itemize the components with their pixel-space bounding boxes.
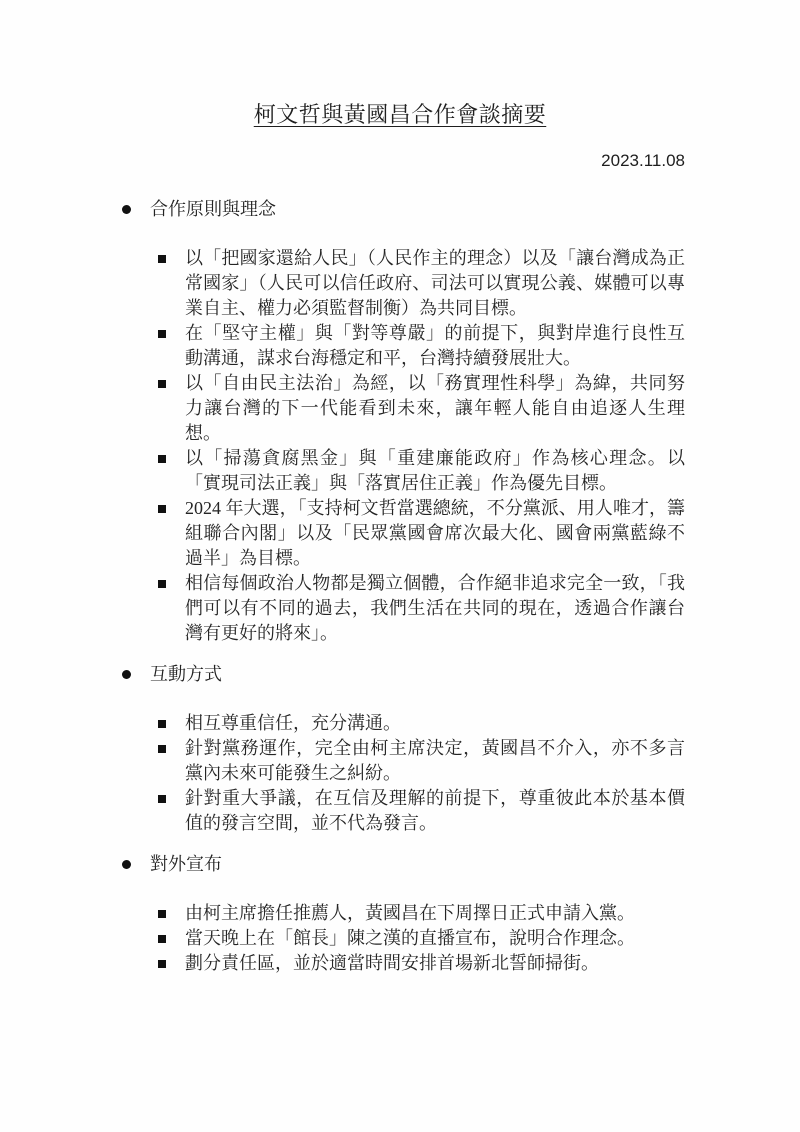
list-item bbox=[122, 321, 800, 371]
list-item-text: 以「掃蕩貪腐黑金」與「重建廉能政府」作為核心理念。以「實現司法正義」與「落實居住正義」作為優先目標。 bbox=[185, 448, 685, 493]
list-item bbox=[122, 736, 800, 786]
square-bullet-icon bbox=[158, 960, 166, 968]
list-item-text: 劃分責任區，並於適當時間安排首場新北誓師掃街。 bbox=[185, 953, 599, 973]
square-bullet-icon bbox=[158, 795, 166, 803]
page-title: 柯文哲與黃國昌合作會談摘要 bbox=[253, 102, 547, 127]
list-item-text: 相互尊重信任，充分溝通。 bbox=[185, 713, 401, 733]
circle-bullet-icon bbox=[122, 205, 131, 214]
list-item-text: 當天晚上在「館長」陳之漢的直播宣布，說明合作理念。 bbox=[185, 928, 635, 948]
list-item bbox=[122, 246, 800, 321]
section bbox=[122, 852, 800, 976]
section-heading-label: 對外宣布 bbox=[150, 854, 222, 874]
items-list bbox=[122, 901, 800, 976]
square-bullet-icon bbox=[158, 330, 166, 338]
section-heading bbox=[122, 197, 800, 222]
list-item bbox=[122, 371, 800, 446]
square-bullet-icon bbox=[158, 935, 166, 943]
list-item-text: 針對重大爭議，在互信及理解的前提下，尊重彼此本於基本價值的發言空間，並不代為發言。 bbox=[185, 788, 685, 833]
square-bullet-icon bbox=[158, 380, 166, 388]
list-item-text: 以「把國家還給人民」（人民作主的理念）以及「讓台灣成為正常國家」（人民可以信任政府、司法可以實現公義、媒體可以專業自主、權力必須監督制衡）為共同目標。 bbox=[185, 248, 685, 318]
list-item-text: 相信每個政治人物都是獨立個體，合作絕非追求完全一致，「我們可以有不同的過去，我們生活在共同的現在，透過合作讓台灣有更好的將來」。 bbox=[185, 573, 685, 643]
section-heading bbox=[122, 852, 800, 877]
section-heading-label: 合作原則與理念 bbox=[150, 199, 276, 219]
list-item bbox=[122, 571, 800, 646]
section-heading-label: 互動方式 bbox=[150, 664, 222, 684]
list-item bbox=[122, 951, 800, 976]
square-bullet-icon bbox=[158, 745, 166, 753]
square-bullet-icon bbox=[158, 505, 166, 513]
circle-bullet-icon bbox=[122, 670, 131, 679]
items-list bbox=[122, 711, 800, 836]
list-item-text: 針對黨務運作，完全由柯主席決定，黃國昌不介入，亦不多言黨內未來可能發生之糾紛。 bbox=[185, 738, 685, 783]
square-bullet-icon bbox=[158, 455, 166, 463]
section bbox=[122, 197, 800, 646]
list-item bbox=[122, 446, 800, 496]
section bbox=[122, 662, 800, 836]
document-date: 2023.11.08 bbox=[601, 151, 685, 170]
list-item bbox=[122, 901, 800, 926]
list-item bbox=[122, 786, 800, 836]
circle-bullet-icon bbox=[122, 860, 131, 869]
list-item-text: 在「堅守主權」與「對等尊嚴」的前提下，與對岸進行良性互動溝通，謀求台海穩定和平，台灣持續發展壯大。 bbox=[185, 323, 685, 368]
items-list bbox=[122, 246, 800, 646]
list-item bbox=[122, 496, 800, 571]
list-item-text: 由柯主席擔任推薦人，黃國昌在下周擇日正式申請入黨。 bbox=[185, 903, 635, 923]
sections-container bbox=[122, 197, 800, 976]
list-item bbox=[122, 926, 800, 951]
list-item-text: 以「自由民主法治」為經，以「務實理性科學」為緯，共同努力讓台灣的下一代能看到未來，讓年輕人能自由追逐人生理想。 bbox=[185, 373, 685, 443]
section-heading bbox=[122, 662, 800, 687]
square-bullet-icon bbox=[158, 255, 166, 263]
square-bullet-icon bbox=[158, 910, 166, 918]
list-item-text: 2024 年大選，「支持柯文哲當選總統，不分黨派、用人唯才，籌組聯合內閣」以及「民眾黨國會席次最大化、國會兩黨藍綠不過半」為目標。 bbox=[185, 498, 685, 568]
square-bullet-icon bbox=[158, 720, 166, 728]
square-bullet-icon bbox=[158, 580, 166, 588]
list-item bbox=[122, 711, 800, 736]
